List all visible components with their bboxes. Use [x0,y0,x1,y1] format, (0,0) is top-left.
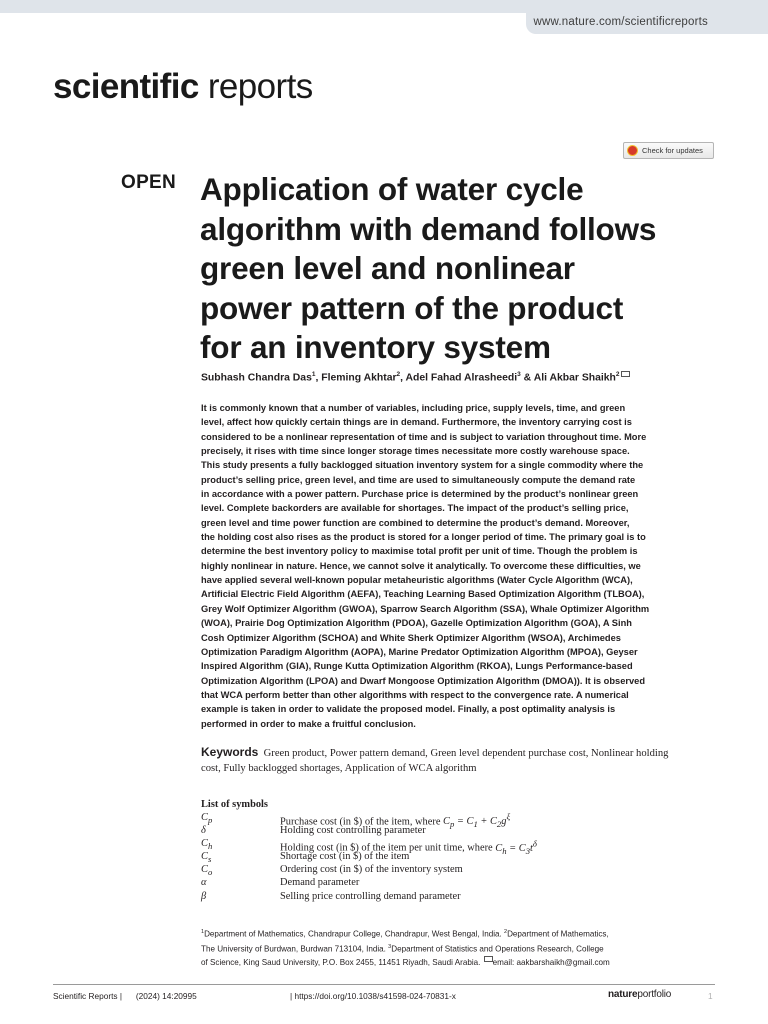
symbol-key: $C_o$ [201,864,213,878]
abstract-line: It is commonly known that a number of variables, including price, supply levels, time, and green [201,403,626,413]
corresponding-email[interactable]: email: aakbarshaikh@gmail.com [492,957,610,967]
abstract-line: determine the best inventory policy to maximise total profit per unit of time. Though the problem is [201,546,638,557]
abstract-line: the holding cost also rises as the product is stored for a longer period of time. The primary goal is to [201,532,646,543]
abstract-line: green level and time power function are combined to determine the product’s demand. Moreover, [201,517,630,528]
symbol-description: Selling price controlling demand parameter [280,890,461,902]
footer-doi-link[interactable]: | https://doi.org/10.1038/s41598-024-70831-x [290,991,456,1001]
abstract-line: Optimization Algorithm (LPOA) and Dwarf Mongoose Optimization Algorithm (DMOA)). It is observed [201,675,646,686]
symbols-list [201,798,715,903]
page-number: 1 [708,991,713,1001]
abstract-line: level, affect how quickly certain things are in demand. Furthermore, the inventory carrying cost is [201,417,632,428]
author-affiliation: 3 [517,371,521,378]
author-separator: , [400,372,406,384]
affiliation-text: The University of Burdwan, Burdwan 713104, India. [201,944,389,954]
symbol-description: Demand parameter [280,877,360,889]
symbol-row [201,811,715,830]
abstract-line: performed in order to make a fruitful conclusion. [201,718,416,729]
open-access-label: OPEN [121,172,177,193]
keywords [201,745,715,776]
abstract-line: (WOA), Prairie Dog Optimization Algorithm (PDOA), Gazelle Optimization Algorithm (GOA), A Sinh [201,618,632,629]
title-line: Application of water cycle [200,171,584,207]
author-list [201,371,630,383]
publisher-bold: nature [608,989,638,1000]
abstract-line: Grey Wolf Optimizer Algorithm (GWOA), Sparrow Search Algorithm (SSA), Whale Optimizer Algorithm [201,603,650,614]
article-title [200,170,670,368]
title-line: green level and nonlinear [200,250,575,286]
abstract-line: This study presents a fully backlogged situation inventory system for a single commodity where the [201,460,644,471]
symbol-key: $C_h$ [201,838,213,852]
check-for-updates-button[interactable] [623,142,714,159]
top-tab-right [714,0,768,34]
abstract [201,401,715,731]
abstract-line: Cosh Optimizer Algorithm (SCHOA) and White Sherk Optimizer Algorithm (WSOA), Archimedes [201,632,621,643]
abstract-line: level. Complete backorders are available for shortages. The impact of the product’s selling price, [201,503,629,514]
symbol-key: α [201,877,207,889]
journal-url[interactable]: www.nature.com/scientificreports [526,10,717,34]
author-separator: & [520,372,534,384]
author-affiliation: 1 [311,371,316,378]
keywords-line [201,745,715,761]
holding-cost-formula: $C_h = C_3t^\delta$ [495,838,537,856]
title-line: algorithm with demand follows [200,210,657,247]
abstract-line: precisely, it rises with time since longer storage times necessitate more costly warehouse space. [201,446,630,457]
affiliation-text: Department of Mathematics, [507,929,609,939]
author-affiliation: 2 [615,371,620,378]
envelope-icon[interactable] [621,371,630,377]
abstract-line: have applied several well-known popular metaheuristic algorithms (Water Cycle Algorithm (WCA), [201,575,633,586]
envelope-icon [484,956,493,962]
top-bar [0,0,768,34]
author-affiliation: 2 [396,371,401,378]
symbol-key: $C_s$ [201,851,212,865]
affiliation-line: The University of Burdwan, Burdwan 713104, India. $^3$Department of Statistics and Operations Research, College [201,944,604,954]
symbol-row [201,876,715,889]
keywords-label: Keywords [201,745,259,759]
title-line: power pattern of the product [200,289,624,326]
affiliation-line: $^1$Department of Mathematics, Chandrapur College, Chandrapur, West Bengal, India. $^2$Department of Mathematics, [201,929,609,939]
symbol-description: Holding cost controlling parameter [280,825,426,837]
symbols-heading: List of symbols [201,799,268,810]
symbol-description-text: Purchase cost (in $) of the item, where [280,816,444,828]
title-line: for an inventory system [200,329,551,365]
keywords-text: Green product, Power pattern demand, Green level dependent purchase cost, Nonlinear holding [263,748,669,759]
author-name[interactable]: Subhash Chandra Das [201,372,312,384]
journal-logo-bold: scientific [53,67,199,106]
keywords-line: cost, Fully backlogged shortages, Application of WCA algorithm [201,763,477,774]
symbol-description: Ordering cost (in $) of the inventory system [280,864,463,876]
abstract-line: highly nonlinear in nature. Hence, we cannot solve it analytically. To overcome these difficulties, we [201,560,641,571]
purchase-cost-formula: $C_p = C_1 + C_2g^\xi$ [443,812,511,830]
symbol-row [201,837,715,856]
symbol-row [201,890,715,903]
check-for-updates-label: Check for updates [642,146,703,155]
footer-divider [53,984,715,985]
symbol-key: β [201,890,207,902]
author-separator: , [315,372,322,384]
author-name[interactable]: Ali Akbar Shaikh [533,372,616,384]
abstract-line: Optimization Paradigm Algorithm (AOPA), Marine Predator Optimization Algorithm (MPOA), Geyser [201,646,638,657]
footer-volume: (2024) 14:20995 [135,991,197,1001]
publisher-light: portfolio [637,989,672,1000]
symbol-row [201,850,715,863]
symbol-row [201,863,715,876]
journal-logo-light: reports [207,67,313,106]
nature-portfolio-logo [608,989,671,1000]
symbol-description: Shortage cost (in $) of the item [280,851,410,863]
affiliation-text: of Science, King Saud University, P.O. Box 2455, 11451 Riyadh, Saudi Arabia. [201,957,483,967]
footer-journal: Scientific Reports | [53,991,123,1001]
abstract-line: that WCA perform better than other algorithms with respect to the convergence rate. A numerical [201,689,629,700]
symbol-key: $C_p$ [201,812,213,826]
symbol-row [201,824,715,837]
symbol-key: δ [201,825,206,837]
abstract-line: Inspired Algorithm (GIA), Runge Kutta Optimization Algorithm (RKOA), Lungs Performance-based [201,661,633,672]
author-name[interactable]: Fleming Akhtar [321,372,397,384]
abstract-line: product’s selling price, green level, and time are used to simultaneously compute the demand rate [201,474,636,485]
footer-citation [53,991,197,1001]
abstract-line: Artificial Electric Field Algorithm (AEFA), Teaching Learning Based Optimization Algorithm (TLBOA), [201,589,645,600]
author-name[interactable]: Adel Fahad Alrasheedi [405,372,518,384]
affiliation-text: Department of Mathematics, Chandrapur College, Chandrapur, West Bengal, India. [204,929,504,939]
abstract-line: considered to be a nonlinear representation of time and is subject to variation throughout time. More [201,431,647,442]
page-footer [0,984,768,1024]
abstract-line: example is taken in order to validate the proposed model. Finally, a post optimality analysis is [201,704,616,715]
affiliations [201,926,715,969]
abstract-line: in accordance with a power pattern. Purchase price is determined by the product’s nonlinear green [201,489,639,500]
affiliation-line [201,957,715,970]
journal-logo[interactable] [53,66,313,108]
symbol-description-text: Holding cost (in $) of the item per unit time, where [280,842,496,854]
crossmark-icon [627,145,638,156]
affiliation-text: Department of Statistics and Operations Research, College [391,944,604,954]
